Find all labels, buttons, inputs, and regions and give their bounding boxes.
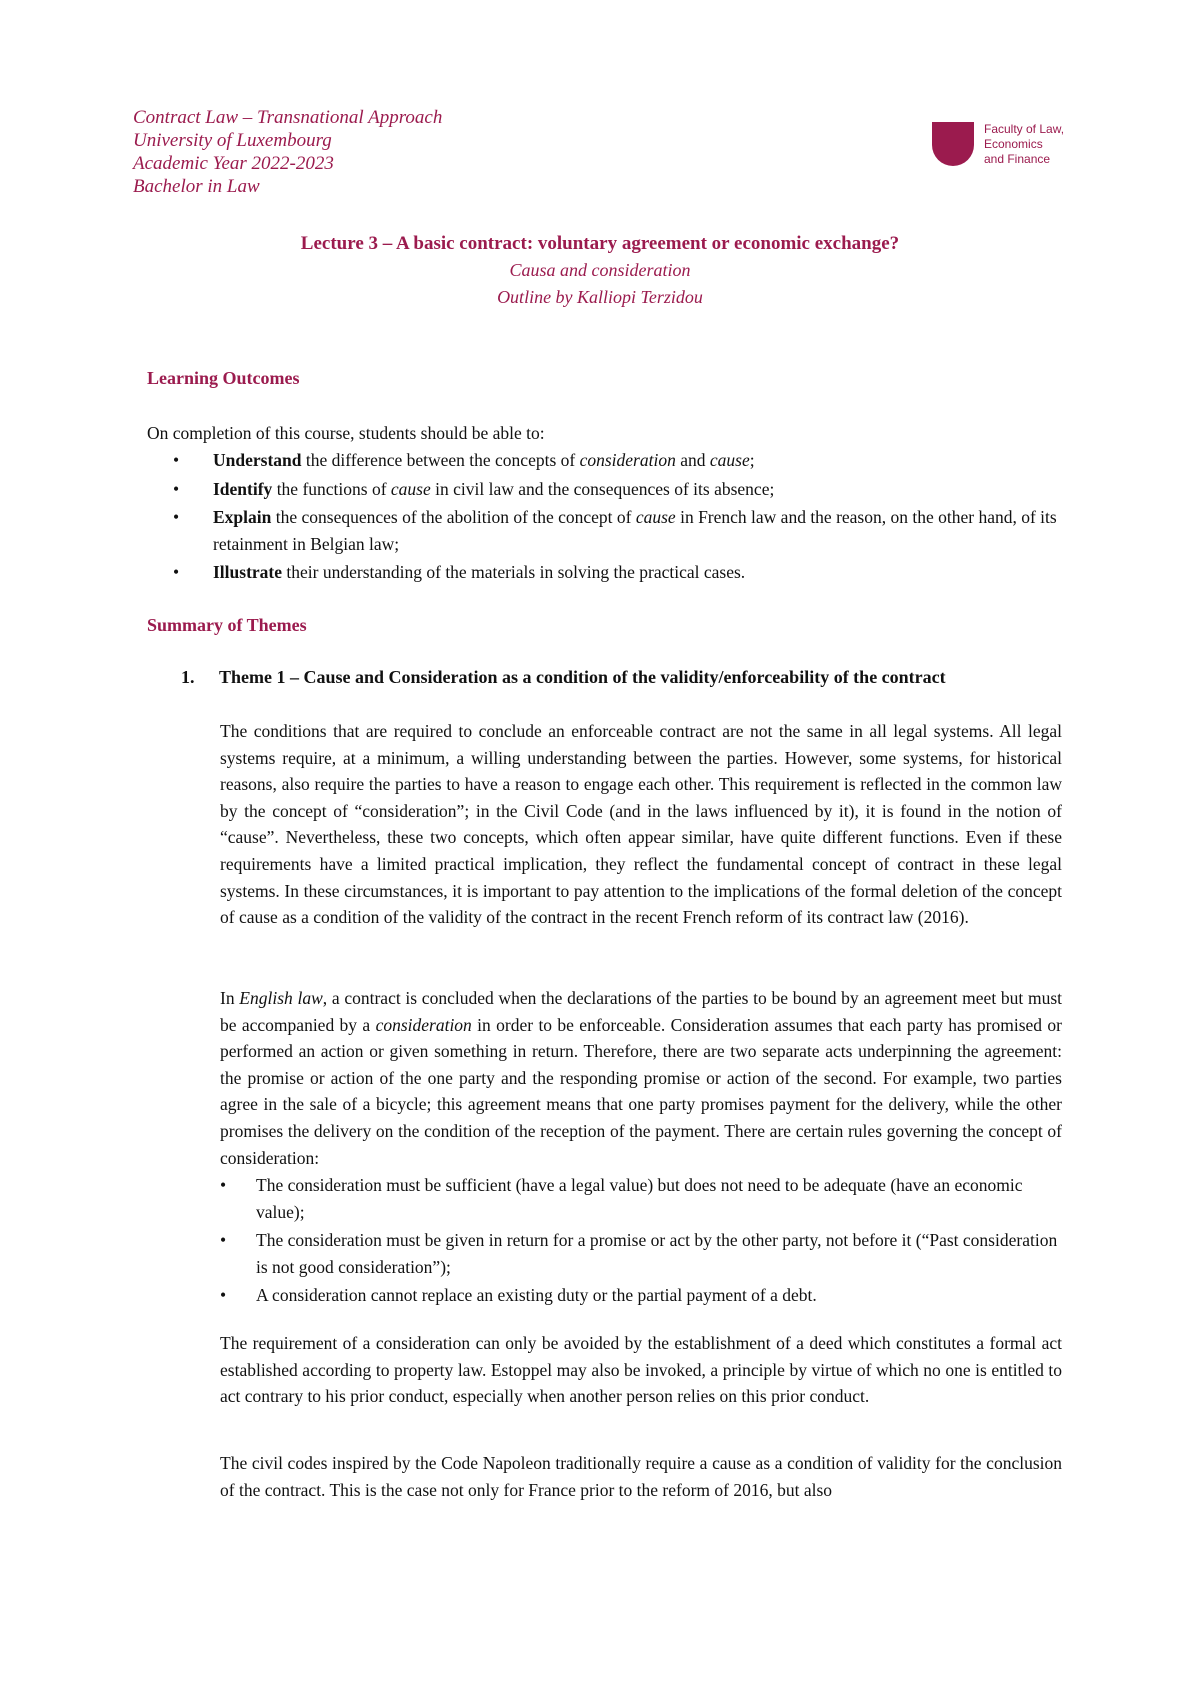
title-block bbox=[0, 231, 1200, 311]
faculty-logo bbox=[932, 122, 1064, 167]
outcome-text: their understanding of the materials in solving the practical cases. bbox=[282, 562, 746, 583]
outcome-verb: Illustrate bbox=[213, 562, 283, 583]
bullet-icon: • bbox=[173, 478, 180, 499]
outcome-verb: Understand bbox=[213, 450, 302, 470]
faculty-logo-text bbox=[984, 122, 1064, 167]
lecture-title: Lecture 3 – A basic contract: voluntary agreement or economic exchange? bbox=[300, 233, 900, 254]
theme-title: Theme 1 – Cause and Consideration as a condition of the validity/enforceability of the contract bbox=[219, 667, 946, 687]
bullet-icon: • bbox=[173, 450, 180, 470]
academic-year: Academic Year 2022-2023 bbox=[133, 153, 334, 174]
paragraph-deed-estoppel: The requirement of a consideration can only be avoided by the establishment of a deed which constitutes a formal act established according to property law. Estoppel may also be invoked, a principle by virtue of which no one is entitled to act contrary to his prior conduct, especially when another person relies on this prior conduct. bbox=[220, 1333, 1062, 1407]
degree-program: Bachelor in Law bbox=[133, 176, 260, 197]
outcome-item bbox=[147, 447, 1062, 474]
lecture-author: Outline by Kalliopi Terzidou bbox=[497, 287, 703, 307]
course-title: Contract Law – Transnational Approach bbox=[133, 107, 443, 128]
bullet-icon: • bbox=[220, 1285, 227, 1306]
theme-number: 1. bbox=[181, 667, 195, 687]
paragraph-consideration-cause: The conditions that are required to conclude an enforceable contract are not the same in all legal systems. All legal systems require, at a minimum, a willing understanding between the parties. However, some systems, for historical reasons, also require the parties to have a reason to engage each other. This requirement is reflected in the common law by the concept of “consideration”; in the Civil Code (and in the laws influenced by it), it is found in the notion of “cause”. Nevertheless, these two concepts, which often appear similar, have quite different functions. Even if these requirements have a limited practical implication, they reflect the fundamental concept of contract in these legal systems. In these circumstances, it is important to pay attention to the implications of the formal deletion of the concept of cause as a condition of the validity of the contract in the recent French reform of its contract law (2016). bbox=[220, 721, 1062, 928]
university-name: University of Luxembourg bbox=[133, 130, 332, 151]
logo-line: Faculty of Law, bbox=[984, 122, 1065, 136]
shield-logo-icon bbox=[932, 122, 974, 166]
rule-text: The consideration must be sufficient (have a legal value) but does not need to be adequate (have an economic value); bbox=[256, 1175, 1023, 1222]
rule-text: The consideration must be given in return for a promise or act by the other party, not before it (“Past consideration is not good consideration”); bbox=[256, 1230, 1058, 1277]
outcome-item bbox=[147, 476, 1062, 503]
outcome-item bbox=[147, 559, 1062, 586]
learning-outcomes-heading: Learning Outcomes bbox=[147, 368, 300, 388]
logo-line: and Finance bbox=[984, 152, 1051, 166]
outcome-item bbox=[147, 504, 1062, 557]
course-header bbox=[133, 106, 442, 198]
logo-line: Economics bbox=[984, 137, 1043, 151]
outcome-verb: Identify bbox=[213, 478, 273, 499]
bullet-icon: • bbox=[220, 1175, 227, 1195]
consideration-rules-list bbox=[220, 1172, 1062, 1311]
paragraph-english-law: In English law, a contract is concluded when the declarations of the parties to be bound by an agreement meet but must be accompanied by a consideration in order to be enforceable. Consideration assumes that each party has promised or performed an action or given something in return. Therefore, there are two separate acts underpinning the agreement: the promise or action of the one party and the responding promise or action of the second. For example, two parties agree in the sale of a bicycle; this agreement means that one party promises payment for the delivery, while the other promises the delivery on the condition of the reception of the payment. There are certain rules governing the concept of consideration: bbox=[220, 988, 1063, 1168]
outcome-text: the consequences of the abolition of the concept of cause in French law and the reason, on the other hand, of its retainment in Belgian law; bbox=[213, 507, 1057, 554]
outcome-text: the difference between the concepts of consideration and cause; bbox=[301, 450, 755, 470]
theme-1-heading bbox=[181, 667, 946, 688]
bullet-icon: • bbox=[173, 507, 180, 528]
outcome-text: the functions of cause in civil law and the consequences of its absence; bbox=[272, 478, 775, 499]
summary-heading: Summary of Themes bbox=[147, 615, 307, 635]
rule-item bbox=[220, 1282, 1062, 1309]
bullet-icon: • bbox=[220, 1230, 227, 1251]
rule-text: A consideration cannot replace an existing duty or the partial payment of a debt. bbox=[256, 1285, 817, 1306]
rule-item bbox=[220, 1172, 1062, 1225]
outcome-verb: Explain bbox=[213, 507, 272, 528]
outcomes-list bbox=[147, 447, 1062, 588]
paragraph-civil-codes: The civil codes inspired by the Code Napoleon traditionally require a cause as a condition of validity for the conclusion of the contract. This is the case not only for France prior to the reform of 2016, but also bbox=[220, 1453, 1062, 1500]
bullet-icon: • bbox=[173, 562, 180, 583]
rule-item bbox=[220, 1227, 1062, 1280]
outcomes-intro: On completion of this course, students should be able to: bbox=[147, 423, 545, 443]
lecture-subtitle: Causa and consideration bbox=[509, 260, 691, 280]
